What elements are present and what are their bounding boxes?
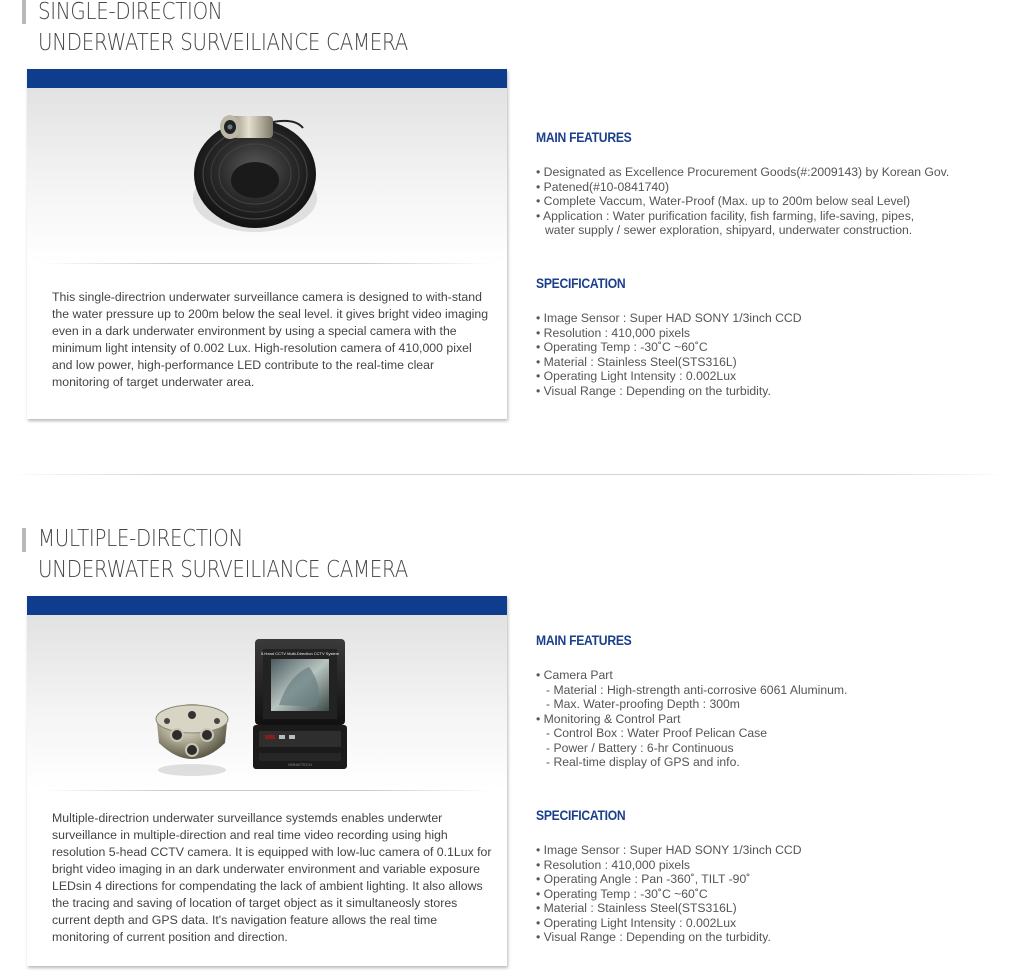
main-features-block (536, 130, 1006, 238)
product-card (27, 596, 507, 966)
section-title (38, 524, 408, 586)
main-features-block (536, 633, 1006, 770)
title-line-1: SINGLE-DIRECTION (38, 0, 223, 25)
list-item: - Max. Water-proofing Depth : 300m (546, 697, 740, 711)
list-item: water supply / sewer exploration, shipyard, underwater construction. (545, 223, 913, 237)
card-divider (41, 263, 493, 264)
specification-block (536, 276, 1006, 398)
list-item: • Resolution : 410,000 pixels (536, 857, 690, 872)
list-item: • Operating Temp : -30˚C ~60˚C (536, 886, 708, 901)
list-item: • Visual Range : Depending on the turbidity. (536, 930, 771, 944)
title-line-2: UNDERWATER SURVEILIANCE CAMERA (38, 557, 409, 583)
card-header-band (27, 69, 507, 88)
list-item: • Complete Vaccum, Water-Proof (Max. up to 200m below seal Level) (536, 194, 911, 208)
list-item: • Designated as Excellence Procurement Goods(#:2009143) by Korean Gov. (536, 165, 950, 179)
title-line-2: UNDERWATER SURVEILIANCE CAMERA (38, 30, 409, 56)
single-direction-section (0, 0, 1015, 440)
list-item: • Operating Light Intensity : 0.002Lux (536, 369, 737, 383)
list-item: • Operating Temp : -30˚C ~60˚C (536, 340, 708, 354)
section-divider (8, 474, 1008, 475)
list-item: • Resolution : 410,000 pixels (536, 325, 690, 340)
multi-camera-system-image (27, 615, 507, 789)
product-card (27, 69, 507, 419)
list-item: • Material : Stainless Steel(STS316L) (536, 354, 737, 369)
list-item: • Camera Part (536, 668, 613, 682)
spec-list (536, 311, 1006, 398)
list-item: • Patened(#10-0841740) (536, 179, 670, 194)
list-item: • Visual Range : Depending on the turbidity. (536, 383, 771, 398)
card-header-band (27, 596, 507, 615)
card-divider (41, 790, 493, 791)
list-item: • Image Sensor : Super HAD SONY 1/3inch CCD (536, 843, 802, 857)
specification-block (536, 808, 1006, 945)
monitor-screen-text: 5-Head CCTV Multi-Direction CCTV System (260, 651, 340, 656)
title-line-1: MULTIPLE-DIRECTION (38, 526, 244, 552)
product-description: Multiple-directrion underwater surveillance systemds enables underwter surveillance in multiple-direction and real time video recording using high resolution 5-head CCTV camera. It is equipped with low-luc camera of 0.1Lux for bright video imaging in an dark underwater environment and variable exposure LEDsin 4 directions for compendating the lack of ambient lighting. It also allows the tracing and saving of location of target object as it simultaneosly stores current depth and GPS data. It's navigation feature allows the real time monitoring of current position and direction. (52, 811, 492, 944)
product-photo (27, 615, 507, 789)
list-item: - Material : High-strength anti-corrosive 6061 Aluminum. (546, 682, 848, 697)
title-accent-bar (22, 528, 26, 552)
main-features-heading: MAIN FEATURES (536, 633, 632, 648)
product-description: This single-directrion underwater surveillance camera is designed to with-stand the water pressure up to 200m below the seal level. it gives bright video imaging even in a dark underwater environment by using a special camera with the minimum light intensity of 0.002 Lux. High-resolution camera of 410,000 pixel and low power, high-performance LED contribute to the real-time clear monitoring of target underwater area. (52, 290, 489, 389)
list-item: - Control Box : Water Proof Pelican Case (546, 726, 768, 740)
product-photo (27, 88, 507, 264)
list-item: - Real-time display of GPS and info. (546, 755, 740, 769)
multiple-direction-section (0, 520, 1015, 972)
list-item: - Power / Battery : 6-hr Continuous (546, 740, 734, 755)
main-features-heading: MAIN FEATURES (536, 130, 632, 145)
list-item: • Operating Angle : Pan -360˚, TILT -90˚ (536, 872, 751, 886)
spec-list (536, 843, 1006, 945)
single-camera-image (27, 88, 507, 264)
features-list (536, 668, 1006, 770)
title-accent-bar (22, 0, 26, 24)
list-item: • Monitoring & Control Part (536, 711, 681, 726)
list-item: • Material : Stainless Steel(STS316L) (536, 901, 737, 915)
list-item: • Application : Water purification facility, fish farming, life-saving, pipes, (536, 208, 915, 223)
specification-heading: SPECIFICATION (536, 808, 626, 823)
list-item: • Image Sensor : Super HAD SONY 1/3inch CCD (536, 311, 802, 325)
list-item: • Operating Light Intensity : 0.002Lux (536, 915, 737, 930)
features-list (536, 165, 1006, 238)
specification-heading: SPECIFICATION (536, 276, 626, 291)
section-title (38, 0, 408, 59)
case-brand-label: MIRAETECH (288, 762, 312, 767)
